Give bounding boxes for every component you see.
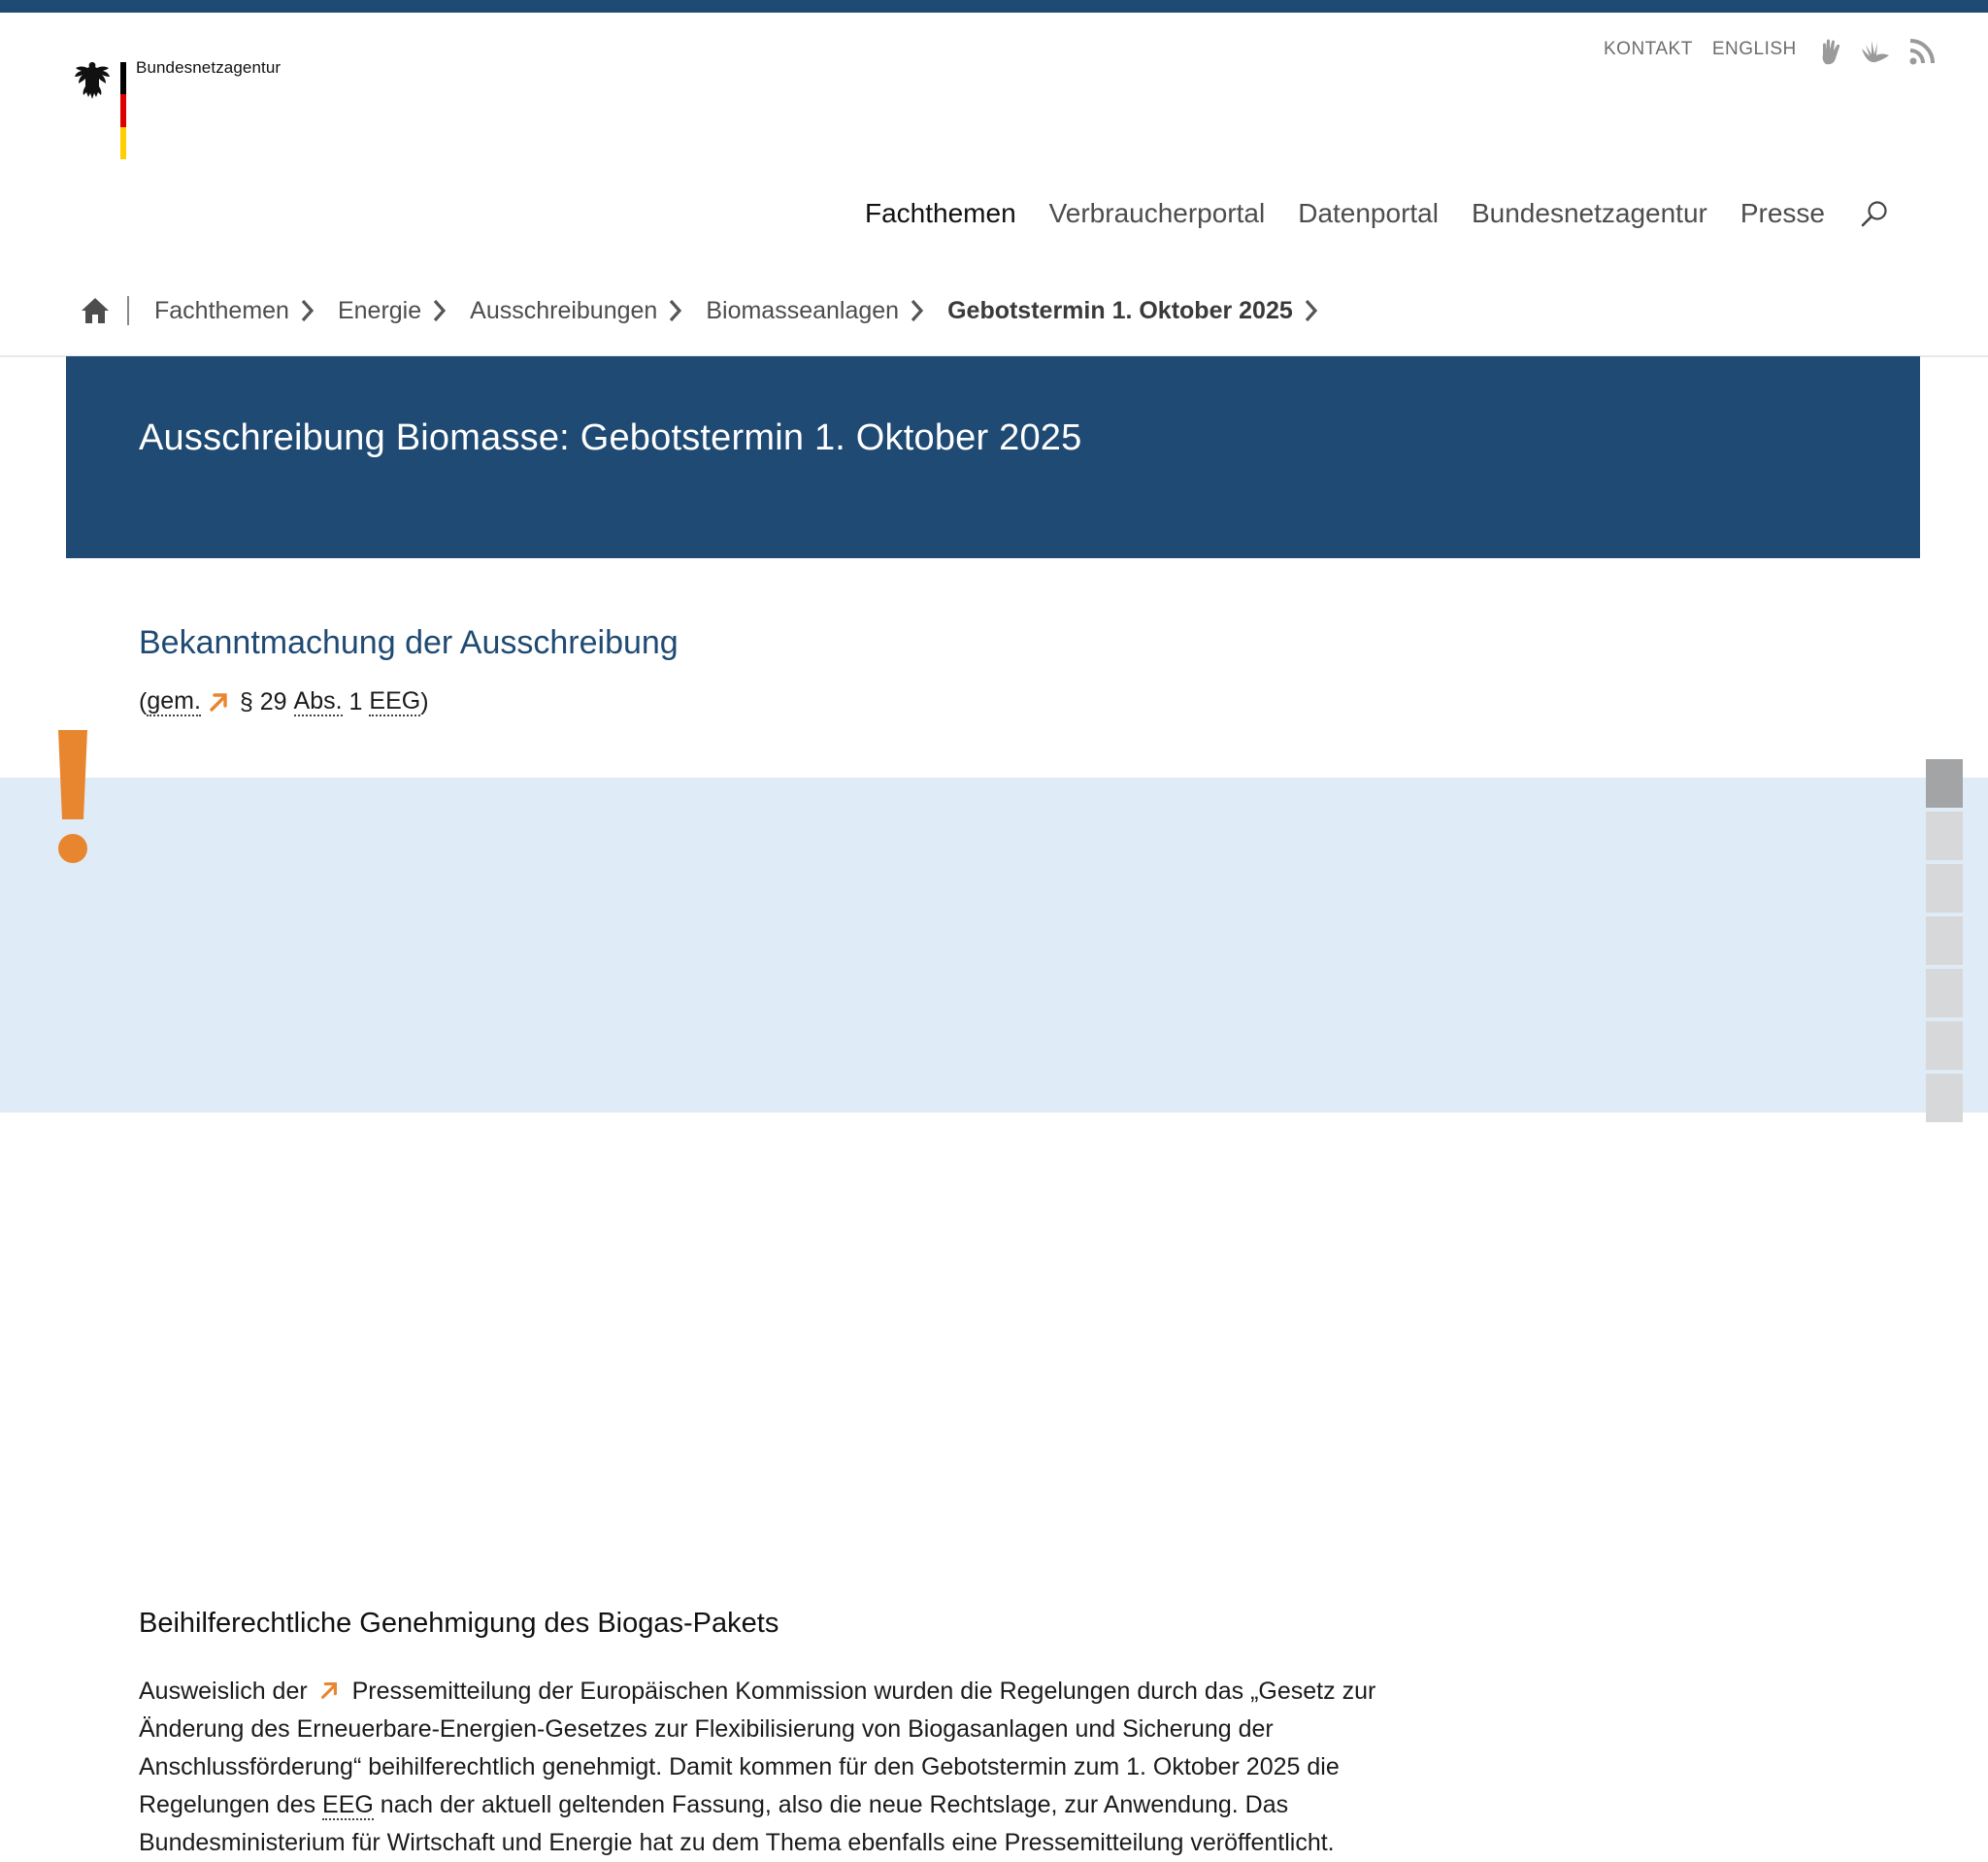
rss-icon[interactable] — [1908, 37, 1936, 66]
home-icon[interactable] — [81, 296, 110, 325]
press-release-link[interactable]: Pressemitteilung der Europäischen Kommission wurden die Regelungen durch das „Gesetz zur Änderung des Erneuerbare-Energien-Gesetzes zur Flexibilisierung von Biogasanlagen und Sicherung der Anschlussförderung“ beihilferechtlich genehmigt. Damit kommen für den Gebotstermin zum 1. Oktober 2025 die Regelungen des — [139, 1678, 1376, 1818]
nav-bundesnetzagentur[interactable]: Bundesnetzagentur — [1471, 198, 1707, 228]
chevron-right-icon — [909, 298, 926, 323]
breadcrumb — [81, 296, 1342, 325]
side-toolbar-button[interactable] — [1926, 759, 1963, 808]
side-toolbar-button[interactable] — [1926, 1021, 1963, 1070]
nav-datenportal[interactable]: Datenportal — [1298, 198, 1439, 228]
side-toolbar-button[interactable] — [1926, 969, 1963, 1017]
abbr-abs[interactable]: Abs. — [293, 687, 343, 715]
main-navigation — [865, 198, 1889, 229]
abbr-gem[interactable]: gem. — [147, 687, 201, 715]
paragraph-link[interactable]: § 29 — [239, 687, 287, 715]
side-toolbar-button[interactable] — [1926, 812, 1963, 860]
brand-name: Bundesnetzagentur — [136, 58, 282, 77]
federal-eagle-icon — [74, 60, 111, 101]
contact-link[interactable]: KONTAKT — [1604, 39, 1693, 59]
section-title: Bekanntmachung der Ausschreibung — [139, 624, 679, 661]
external-link-icon[interactable] — [318, 1679, 340, 1701]
breadcrumb-item[interactable]: Ausschreibungen — [470, 297, 706, 325]
notice-text: Ausweislich der Pressemitteilung der Europäischen Kommission wurden die Regelungen durch das „Gesetz zur Änderung des Erneuerbare-Energien-Gesetzes zur Flexibilisierung von Biogasanlagen und Sicherung der Anschlussförderung“ beihilferechtlich genehmigt. Damit kommen für den Gebotstermin zum 1. Oktober 2025 die Regelungen des EEG nach der aktuell geltenden Fassung, also die neue Rechtslage, zur Anwendung. Das Bundesministerium für Wirtschaft und Energie hat zu dem Thema ebenfalls eine Pressemitteilung veröffentlicht. — [139, 1678, 1376, 1856]
side-toolbar — [1926, 759, 1963, 1126]
nav-presse[interactable]: Presse — [1740, 198, 1825, 228]
legal-reference: ( gem. § 29 Abs. 1 EEG ) — [139, 687, 429, 715]
national-flag-bar — [120, 62, 126, 159]
abbr-eeg-inline[interactable]: EEG — [322, 1791, 374, 1818]
external-link-icon[interactable] — [207, 690, 230, 714]
breadcrumb-divider — [127, 296, 129, 325]
chevron-right-icon — [1303, 298, 1320, 323]
exclamation-icon — [56, 730, 89, 866]
breadcrumb-item[interactable]: Energie — [338, 297, 470, 325]
chevron-right-icon — [667, 298, 684, 323]
breadcrumb-item[interactable]: Fachthemen — [154, 297, 338, 325]
chevron-right-icon — [431, 298, 448, 323]
breadcrumb-current: Gebotstermin 1. Oktober 2025 — [947, 297, 1342, 325]
page-title-band — [66, 356, 1920, 558]
nav-fachthemen[interactable]: Fachthemen — [865, 198, 1016, 228]
top-color-strip — [0, 0, 1988, 13]
page-title: Ausschreibung Biomasse: Gebotstermin 1. Oktober 2025 — [139, 417, 1082, 458]
side-toolbar-button[interactable] — [1926, 1074, 1963, 1122]
notice-box — [0, 778, 1988, 1856]
side-toolbar-button[interactable] — [1926, 916, 1963, 965]
utility-links — [1604, 39, 1797, 60]
accessibility-icons — [1817, 37, 1936, 66]
side-toolbar-button[interactable] — [1926, 864, 1963, 913]
breadcrumb-item[interactable]: Biomasseanlagen — [706, 297, 947, 325]
nav-verbraucherportal[interactable]: Verbraucherportal — [1048, 198, 1266, 228]
english-link[interactable]: ENGLISH — [1711, 39, 1797, 59]
abbr-eeg[interactable]: EEG — [369, 687, 421, 715]
notice-title: Beihilferechtliche Genehmigung des Biogas-Pakets — [139, 1608, 779, 1639]
chevron-right-icon — [299, 298, 316, 323]
sign-language-icon[interactable] — [1817, 37, 1844, 66]
easy-language-icon[interactable] — [1860, 37, 1893, 66]
search-icon[interactable] — [1860, 199, 1889, 228]
logo[interactable] — [74, 56, 307, 163]
